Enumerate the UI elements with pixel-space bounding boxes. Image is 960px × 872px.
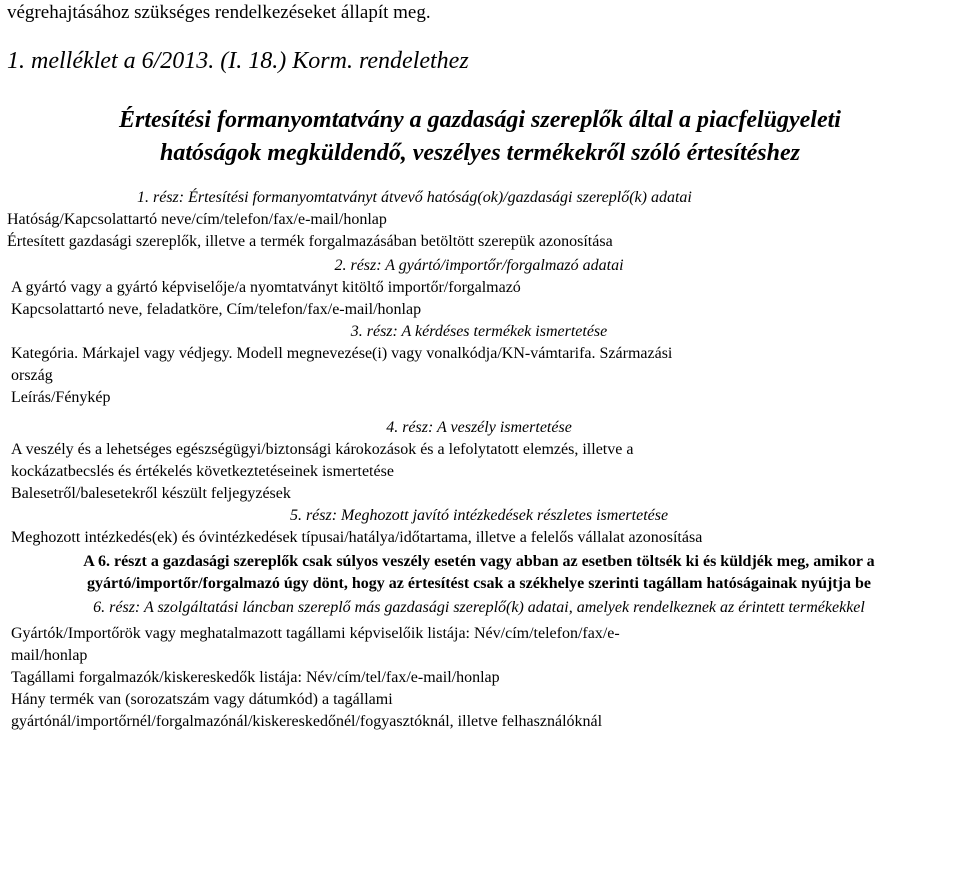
part4-heading: 4. rész: A veszély ismertetése bbox=[386, 419, 572, 436]
part4-accident-field: Balesetről/balesetekről készült feljegyzések bbox=[11, 485, 291, 502]
part3-heading: 3. rész: A kérdéses termékek ismertetése bbox=[350, 323, 608, 340]
part6-distributors-field: Tagállami forgalmazók/kiskereskedők listája: Név/cím/tel/fax/e-mail/honlap bbox=[11, 669, 500, 686]
part3-category-field: Kategória. Márkajel vagy védjegy. Modell megnevezése(i) vagy vonalkódja/KN-vámtarifa. Származási ország bbox=[11, 345, 673, 384]
part2-contact-field: Kapcsolattartó neve, feladatköre, Cím/telefon/fax/e-mail/honlap bbox=[11, 301, 422, 318]
part6-note: A 6. részt a gazdasági szereplők csak súlyos veszély esetén vagy abban az esetben töltsék ki és küldjék meg, amikor a gyártó/importőr/forgalmazó úgy dönt, hogy az értesítést csak a székhelye szerinti tagállam hatóságainak nyújtja be bbox=[83, 553, 875, 592]
part2-manufacturer-field: A gyártó vagy a gyártó képviselője/a nyomtatványt kitöltő importőr/forgalmazó bbox=[11, 279, 521, 296]
title-line-2: hatóságok megküldendő, veszélyes termékekről szóló értesítéshez bbox=[160, 140, 800, 166]
part6-quantity-field: Hány termék van (sorozatszám vagy dátumkód) a tagállami gyártónál/importőrnél/forgalmazónál/kiskereskedőnél/fogyasztóknál, illetve felhasználóknál bbox=[11, 691, 603, 730]
part3-description-field: Leírás/Fénykép bbox=[11, 389, 111, 406]
part5-heading: 5. rész: Meghozott javító intézkedések részletes ismertetése bbox=[289, 507, 669, 524]
annex-heading: 1. melléklet a 6/2013. (I. 18.) Korm. rendelethez bbox=[7, 48, 469, 74]
document-title bbox=[0, 104, 960, 170]
notification-form bbox=[7, 187, 951, 733]
title-line-1: Értesítési formanyomtatvány a gazdasági szereplők által a piacfelügyeleti bbox=[119, 107, 841, 133]
part1-heading: 1. rész: Értesítési formanyomtatványt átvevő hatóság(ok)/gazdasági szereplő(k) adatai bbox=[137, 189, 692, 206]
intro-text: végrehajtásához szükséges rendelkezéseket állapít meg. bbox=[7, 2, 431, 23]
part5-measures-field: Meghozott intézkedés(ek) és óvintézkedések típusai/hatálya/időtartama, illetve a felelős vállalat azonosítása bbox=[11, 529, 703, 546]
part4-hazard-field: A veszély és a lehetséges egészségügyi/biztonsági károkozások és a lefolytatott elemzés, illetve a kockázatbecslés és értékelés következtetéseinek ismertetése bbox=[11, 441, 634, 480]
part6-manufacturers-field: Gyártók/Importőrök vagy meghatalmazott tagállami képviselőik listája: Név/cím/telefon/fax/e-mail/honlap bbox=[11, 625, 620, 664]
part1-authority-field: Hatóság/Kapcsolattartó neve/cím/telefon/fax/e-mail/honlap bbox=[7, 211, 387, 228]
part1-operators-field: Értesített gazdasági szereplők, illetve a termék forgalmazásában betöltött szerepük azonosítása bbox=[7, 233, 613, 250]
part6-heading: 6. rész: A szolgáltatási láncban szereplő más gazdasági szereplő(k) adatai, amelyek rendelkeznek az érintett termékekkel bbox=[93, 599, 865, 616]
part2-heading: 2. rész: A gyártó/importőr/forgalmazó adatai bbox=[334, 257, 624, 274]
